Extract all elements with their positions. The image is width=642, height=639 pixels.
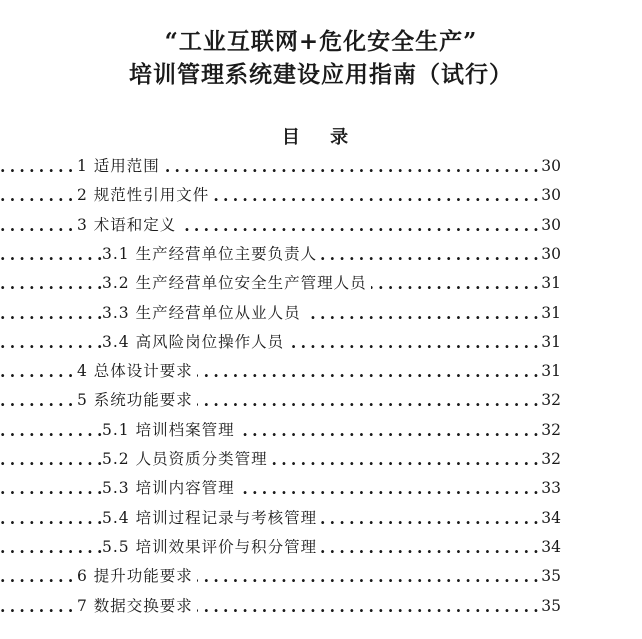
toc-entry-page-number: 35 <box>541 567 561 586</box>
toc-entry-page-number: 32 <box>541 391 561 410</box>
toc-dot-leader <box>0 416 538 445</box>
toc-entry-page-number: 30 <box>541 157 561 175</box>
toc-entry-label: 6 提升功能要求 <box>77 562 197 591</box>
toc-entry[interactable] <box>0 592 642 621</box>
toc-entry[interactable] <box>0 474 642 503</box>
toc-entry[interactable] <box>0 386 642 415</box>
toc-entry-page-number: 34 <box>541 537 561 556</box>
toc-entry-label: 3.2 生产经营单位安全生产管理人员 <box>102 269 371 298</box>
toc-entry[interactable] <box>0 211 642 240</box>
toc-entry-label: 1 适用范围 <box>77 152 164 181</box>
toc-entry-page-number: 32 <box>541 450 561 468</box>
toc-entry[interactable] <box>0 504 642 533</box>
toc-entry-label: 5 系统功能要求 <box>77 386 197 415</box>
toc-entry[interactable] <box>0 269 642 298</box>
toc-entry[interactable] <box>0 299 642 328</box>
toc-entry[interactable] <box>0 181 642 210</box>
toc-entry-page-number: 34 <box>541 508 561 527</box>
toc-entry[interactable] <box>0 240 642 269</box>
document-title-line-1: “工业互联网+危化安全生产” <box>164 28 478 55</box>
toc-entry-label: 7 数据交换要求 <box>77 592 197 621</box>
toc-entry-page-number: 31 <box>541 362 561 381</box>
toc-entry-page-number: 30 <box>541 244 561 263</box>
toc-entry-label: 3.1 生产经营单位主要负责人 <box>102 240 321 269</box>
toc-entry-label: 3.3 生产经营单位从业人员 <box>102 299 305 328</box>
toc-entry-page-number: 30 <box>541 215 561 234</box>
toc-entry-label: 5.1 培训档案管理 <box>102 416 239 445</box>
toc-entry[interactable] <box>0 445 642 474</box>
toc-entry[interactable] <box>0 416 642 445</box>
toc-entry[interactable] <box>0 152 642 181</box>
toc-entry-label: 4 总体设计要求 <box>77 357 197 386</box>
toc-entry-page-number: 31 <box>541 274 561 293</box>
toc-entry[interactable] <box>0 328 642 357</box>
toc-entry-label: 3 术语和定义 <box>77 211 180 240</box>
document-title-line-2: 培训管理系统建设应用指南（试行） <box>129 61 513 88</box>
toc-entry-page-number: 30 <box>541 186 561 205</box>
toc-entry-page-number: 31 <box>541 303 561 322</box>
toc-dot-leader <box>0 474 538 503</box>
toc-entry-page-number: 31 <box>541 332 561 351</box>
toc-entry-label: 3.4 高风险岗位操作人员 <box>102 328 288 357</box>
toc-entry-label: 5.2 人员资质分类管理 <box>102 445 272 474</box>
toc-entry-label: 5.4 培训过程记录与考核管理 <box>102 504 321 533</box>
toc-entry-label: 5.3 培训内容管理 <box>102 474 239 503</box>
toc-entry-page-number: 33 <box>541 479 561 498</box>
toc-entry[interactable] <box>0 562 642 591</box>
toc-entry-page-number: 35 <box>541 596 561 615</box>
toc-heading: 目 录 <box>281 127 361 148</box>
toc-entry[interactable] <box>0 533 642 562</box>
toc-entry[interactable] <box>0 357 642 386</box>
toc-entry-label: 5.5 培训效果评价与积分管理 <box>102 533 321 562</box>
toc-entry-label: 2 规范性引用文件 <box>77 181 213 210</box>
toc-entry-page-number: 32 <box>541 420 561 439</box>
